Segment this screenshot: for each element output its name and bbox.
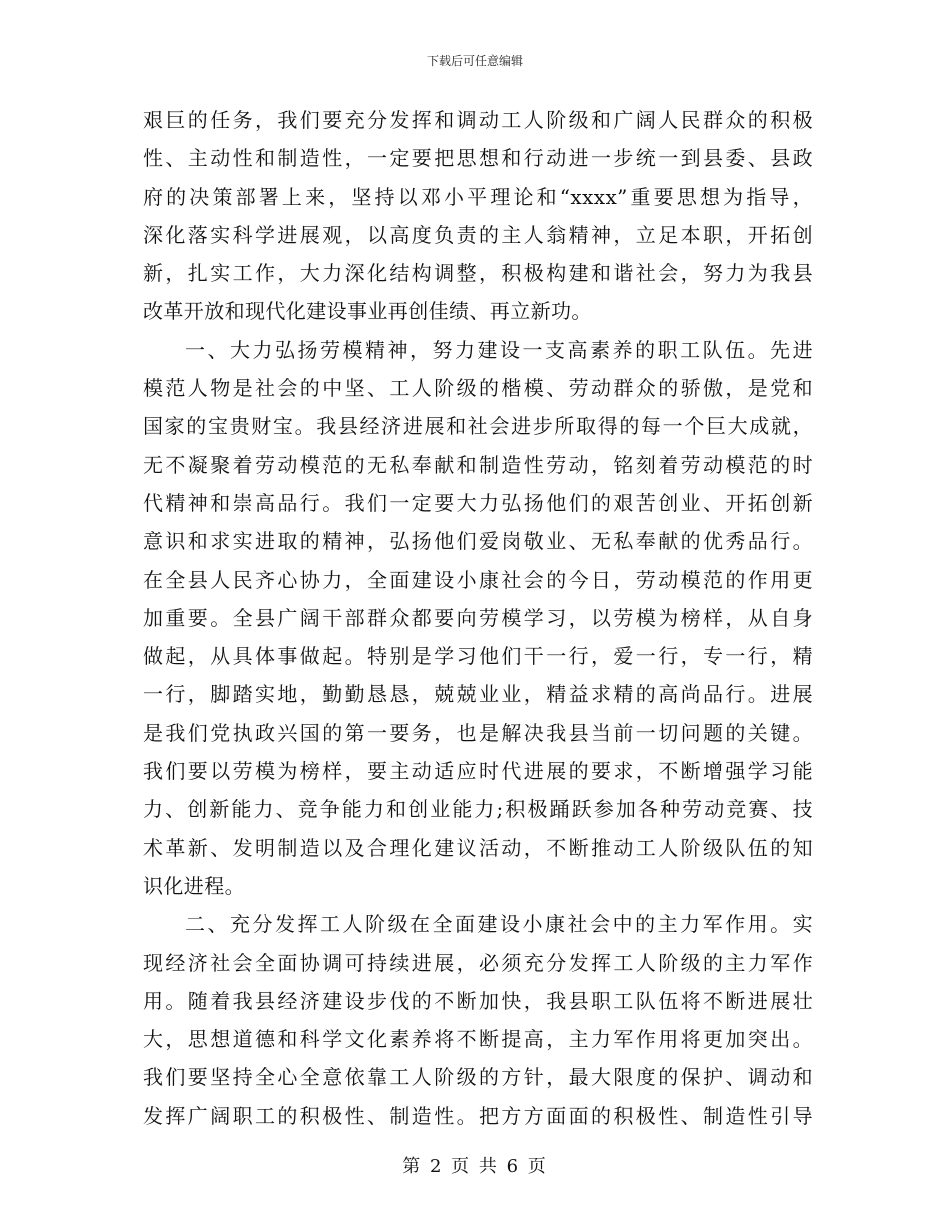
text-line: 模范人物是社会的中坚、工人阶级的楷模、劳动群众的骄傲，是党和 — [143, 376, 813, 401]
text-line: 意识和求实进取的精神，弘扬他们爱岗敬业、无私奉献的优秀品行。 — [143, 529, 813, 554]
text-line: 我们要以劳模为榜样，要主动适应时代进展的要求，不断增强学习能 — [143, 759, 813, 784]
document-body — [143, 101, 813, 1135]
text-line: 性、主动性和制造性，一定要把思想和行动进一步统一到县委、县政 — [143, 146, 813, 171]
text-line: 一、大力弘扬劳模精神，努力建设一支高素养的职工队伍。先进 — [185, 337, 813, 362]
text-line: 发挥广阔职工的积极性、制造性。把方方面面的积极性、制造性引导 — [143, 1103, 813, 1128]
paragraph — [143, 331, 813, 905]
text-line: 艰巨的任务，我们要充分发挥和调动工人阶级和广阔人民群众的积极 — [143, 108, 813, 132]
paragraph — [143, 905, 813, 1135]
text-line: 术革新、发明制造以及合理化建议活动，不断推动工人阶级队伍的知 — [143, 835, 813, 860]
text-line: 我们要坚持全心全意依靠工人阶级的方针，最大限度的保护、调动和 — [143, 1065, 813, 1090]
text-line: 力、创新能力、竞争能力和创业能力;积极踊跃参加各种劳动竞赛、技 — [143, 797, 813, 822]
text-line: 识化进程。 — [143, 873, 245, 898]
text-line: 国家的宝贵财宝。我县经济进展和社会进步所取得的每一个巨大成就， — [143, 414, 813, 439]
text-line: 用。随着我县经济建设步伐的不断加快，我县职工队伍将不断进展壮 — [143, 988, 813, 1013]
text-line: 改革开放和现代化建设事业再创佳绩、再立新功。 — [143, 299, 592, 324]
text-line: 现经济社会全面协调可持续进展，必须充分发挥工人阶级的主力军作 — [143, 950, 813, 975]
text-line: 加重要。全县广阔干部群众都要向劳模学习，以劳模为榜样，从自身 — [143, 605, 813, 630]
text-line: 大，思想道德和科学文化素养将不断提高，主力军作用将更加突出。 — [143, 1027, 813, 1052]
text-line: 二、充分发挥工人阶级在全面建设小康社会中的主力军作用。实 — [185, 912, 813, 937]
text-line: 新，扎实工作，大力深化结构调整，积极构建和谐社会，努力为我县 — [143, 261, 813, 286]
paragraph — [143, 101, 813, 331]
text-line: 一行，脚踏实地，勤勤恳恳，兢兢业业，精益求精的高尚品行。进展 — [143, 682, 813, 707]
text-line: 做起，从具体事做起。特别是学习他们干一行，爱一行，专一行，精 — [143, 644, 813, 669]
text-line: 无不凝聚着劳动模范的无私奉献和制造性劳动，铭刻着劳动模范的时 — [143, 452, 813, 477]
text-line: 是我们党执政兴国的第一要务，也是解决我县当前一切问题的关键。 — [143, 720, 813, 745]
text-line: 在全县人民齐心协力，全面建设小康社会的今日，劳动模范的作用更 — [143, 567, 813, 592]
text-line: 深化落实科学进展观，以高度负责的主人翁精神，立足本职，开拓创 — [143, 222, 813, 247]
text-line: 府的决策部署上来，坚持以邓小平理论和“xxxx”重要思想为指导， — [143, 184, 813, 209]
page-header: 下载后可任意编辑 — [426, 54, 523, 68]
text-line: 代精神和崇高品行。我们一定要大力弘扬他们的艰苦创业、开拓创新 — [143, 490, 813, 515]
page-number: 第 2 页 共 6 页 — [402, 1156, 548, 1177]
